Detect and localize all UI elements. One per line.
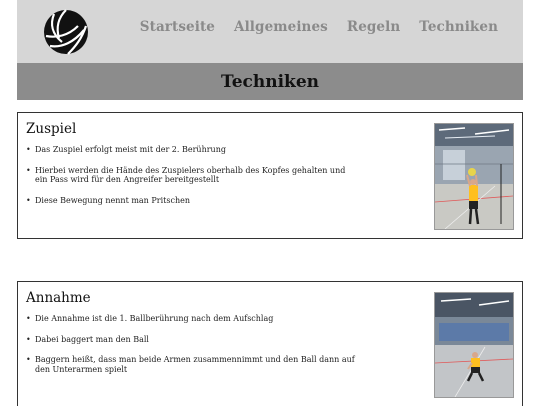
card-title: Zuspiel xyxy=(26,121,77,137)
list-item: • Hierbei werden die Hände des Zuspielers oberhalb des Kopfes gehalten und ein Pass wird für den Angreifer bereitgestellt xyxy=(26,166,356,185)
list-item: • Diese Bewegung nennt man Pritschen xyxy=(26,196,356,206)
page-title: Techniken xyxy=(221,71,319,92)
annahme-photo xyxy=(434,292,514,398)
nav-link-techniken[interactable]: Techniken xyxy=(419,19,498,35)
list-item: • Das Zuspiel erfolgt meist mit der 2. Berührung xyxy=(26,145,356,155)
list-item: • Die Annahme ist die 1. Ballberührung nach dem Aufschlag xyxy=(26,314,356,324)
nav-link-startseite[interactable]: Startseite xyxy=(139,19,215,35)
list-item: • Baggern heißt, dass man beide Armen zusammennimmt und den Ball dann auf den Unterarmen spielt xyxy=(26,355,356,374)
volleyball-logo-icon[interactable] xyxy=(42,8,90,56)
bullet-list xyxy=(26,314,356,385)
main-nav xyxy=(140,19,498,35)
technique-card-zuspiel xyxy=(17,112,523,239)
nav-link-regeln[interactable]: Regeln xyxy=(346,19,401,35)
bullet-list xyxy=(26,145,356,216)
zuspiel-photo xyxy=(434,123,514,230)
card-title: Annahme xyxy=(26,290,91,306)
page-title-bar xyxy=(17,63,523,100)
list-item: • Dabei baggert man den Ball xyxy=(26,335,356,345)
nav-link-allgemeines[interactable]: Allgemeines xyxy=(234,19,328,35)
site-header xyxy=(17,0,523,63)
technique-card-annahme xyxy=(17,281,523,406)
